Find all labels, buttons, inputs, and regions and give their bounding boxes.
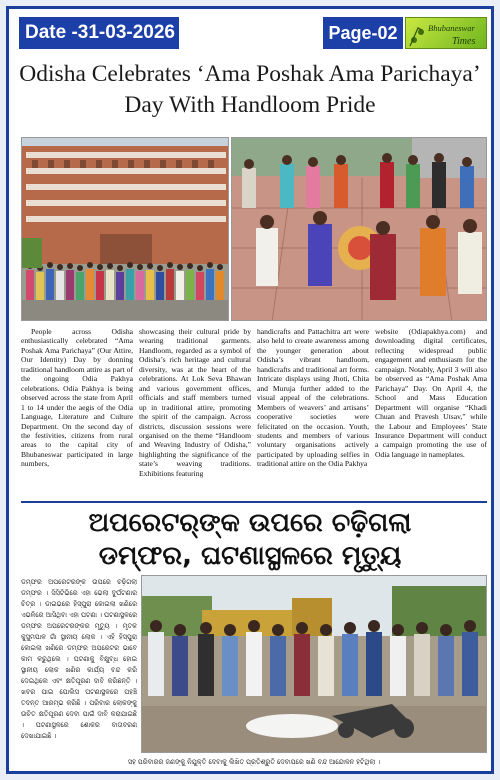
svg-text:Bhubaneswar: Bhubaneswar <box>428 23 475 33</box>
odia-headline-line-2: ଡମ୍ଫର, ଘଟଣାସ୍ଥଳରେ ମୃତ୍ୟୁ <box>98 541 402 571</box>
photo-caption: ସହ ପରିବାରର ଜଣଙ୍କୁ ନିଯୁକ୍ତି ଦେବାକୁ ଲିଖିତ ପ୍ରତିଶ୍ରୁତି ଦେବାପରେ ଖଣି ବନ୍ଦ ଆନ୍ଦୋଳନ ହଟିଥିଲା । <box>127 758 381 766</box>
odia-headline <box>19 507 481 573</box>
logo-graphic <box>406 18 488 50</box>
group-photo-traditional-attire <box>231 137 487 321</box>
odia-article-body: ଡମ୍ଫର ଅପରେଟରଙ୍କ ଉପରେ ଚଢ଼ିଗଲା ଡମ୍ଫର । ସିସିଟିଭିରେ ଏହା ଭେଲା ଦୁର୍ଘଟଣାର ଚିତ୍ର । ଡାଇଭରେ ହିସ୍ପୁରା କୋଇଲା ଖଣିରେ ଏଭଳିରେ ଆସିଥିବା ଏହା ଘଟଣା । ଘଟଣାସ୍ଥଳରେ ଡମ୍ଫର ଅପରେଟରଙ୍କର ମୃତ୍ୟୁ । ମୃତକ କୁସୁମପାଳ ଗାଁ ସ୍ଥାନୀୟ ଲୋକ । ଏହି ହିସ୍ପୁରା କୋଇଲା ଖଣିରେ ଡମ୍ଫର ଅପରେଟର ଭାବେ କାମ କରୁଥିଲେ । ଘଟଣାକୁ ବିକ୍ଷୁବ୍ଧ ହୋଇ ସ୍ଥାନୀୟ ଲୋକ ଖଣିର କାର୍ଯ୍ୟ ବନ୍ଦ କରି ଦେଇଥିଲେ ଏବଂ କ୍ଷତିପୂରଣ ଦାବି କରିଛନ୍ତି । ଖବର ପାଇ ପୋଲିସ ଘଟଣାସ୍ଥଳରେ ପହଞ୍ଚି ତଦନ୍ତ ଆରମ୍ଭ କରିଛି । ପରିବାର ଲୋକଙ୍କୁ ଉଚିତ କ୍ଷତିପୂରଣ ଦେବା ପାଇଁ ଦାବି କରାଯାଇଛି । ଘଟଣାସ୍ଥଳରେ ଶୋକର ବାତାବରଣ ଦେଖାଯାଇଛି । <box>21 578 137 740</box>
date-badge: Date -31-03-2026 <box>19 17 179 49</box>
article-column-1: People across Odisha enthusiastically celebrated “Ama Poshak Ama Parichaya” (Our Attire, Our Identity) Day by donning traditional handloom attire as part of the ongoing Odia Pakhya celebrations. Odia Pakhya is being observed across the state from April 1 to 14 under the aegis of the Odia Language, Literature and Culture Department. On the second day of the festivities, citizens from rural areas to the capital city of Bhubaneswar participated in large numbers, <box>21 327 133 469</box>
section-divider <box>21 501 487 503</box>
masthead-logo <box>405 17 487 49</box>
odia-headline-line-1: ଅପରେଟର୍‌ଙ୍କ ଉପରେ ଚଢ଼ିଗଲା <box>88 508 412 538</box>
page-header <box>19 17 481 49</box>
building-crowd-photo <box>21 137 229 321</box>
svg-text:Times: Times <box>452 36 476 47</box>
article-headline: Odisha Celebrates ‘Ama Poshak Ama Parichaya’ Day With Handloom Pride <box>19 61 481 118</box>
article-column-3: handicrafts and Pattachitra art were also held to create awareness among the younger generation about Odisha’s vibrant handloom, handicrafts and traditional art forms. Intricate displays using Jhoti, Chita and Muruja further added to the visual appeal of the celebrations. Members of weavers’ and artisans’ cooperative societies were felicitated on the occasion. Youth, students and members of various voluntary organisations actively participated by uploading selfies in traditional attire on the Odia Pakhya <box>257 327 369 469</box>
page-number-badge: Page-02 <box>323 17 403 49</box>
article-column-4: website (Odiapakhya.com) and downloading digital certificates, reflecting widespread public engagement and enthusiasm for the campaign. Notably, April 3 will also be observed as “Ama Poshak Ama Parichaya” Day. On April 4, the School and Mass Education Department will organise “Khadi Chuan and Pravesh Utsav,” while the Labour and Employees’ State Insurance Department will conduct a campaign promoting the use of Odia language in nameplates. <box>375 327 487 459</box>
newspaper-page <box>6 6 494 774</box>
accident-scene-photo <box>141 575 487 753</box>
article-body <box>21 327 487 497</box>
article-column-2: showcasing their cultural pride by wearing traditional garments. Handloom, regarded as a symbol of Odisha’s rich heritage and cultural diversity, was at the heart of the celebrations. At Lok Seva Bhawan and various government offices, officials and staff members turned up in traditional attire, promoting the spirit of the campaign. Across districts, discussion sessions were organised on the theme “Handloom and Weaving Industry of Odisha,” highlighting the significance of the state’s weaving traditions. Exhibitions featuring <box>139 327 251 478</box>
